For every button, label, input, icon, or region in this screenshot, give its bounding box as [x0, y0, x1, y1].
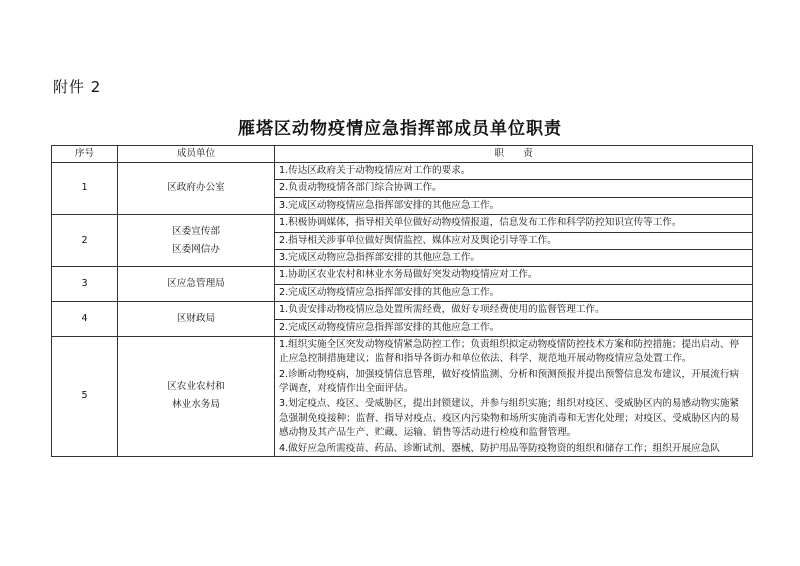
unit-name: 区农业农村和 — [167, 381, 225, 393]
duty-cell — [275, 336, 753, 456]
attachment-label: 附件 2 — [53, 78, 102, 96]
table-row — [52, 215, 753, 267]
duty-item: 3.完成区动物疫情应急指挥部安排的其他应急工作。 — [279, 199, 500, 211]
duty-item: 2.指导相关涉事单位做好舆情监控、媒体应对及舆论引导等工作。 — [275, 233, 752, 250]
duty-item: 1.组织实施全区突发动物疫情紧急防控工作；负责组织拟定动物疫情防控技术方案和防控措施；提出启动、停止应急控制措施建议；监督和指导各街办和单位依法、科学、规范地开展动物疫情应急处置工作。 — [279, 338, 740, 365]
duty-cell — [275, 302, 753, 337]
duty-item: 1.负责安排动物疫情应急处置所需经费，做好专项经费使用的监督管理工作。 — [275, 302, 752, 319]
duty-item: 2.完成区动物疫情应急指挥部安排的其他应急工作。 — [279, 321, 500, 333]
duty-item: 2.完成区动物疫情应急指挥部安排的其他应急工作。 — [279, 286, 500, 298]
member-unit — [118, 267, 275, 302]
unit-name: 区委宣传部 — [172, 225, 220, 237]
unit-name: 区应急管理局 — [167, 278, 225, 290]
duty-cell — [275, 163, 753, 215]
duty-item: 1.协助区农业农村和林业水务局做好突发动物疫情应对工作。 — [275, 267, 752, 284]
duty-item: 1.积极协调媒体，指导相关单位做好动物疫情报道，信息发布工作和科学防控知识宣传等工作。 — [275, 215, 752, 232]
duty-item: 2.诊断动物疫病，加强疫情信息管理，做好疫情监测、分析和预测预报并提出预警信息发布建议，开展流行病学调查，对疫情作出全面评估。 — [279, 368, 740, 395]
duty-cell — [275, 267, 753, 302]
row-number: 2 — [52, 215, 118, 267]
duty-item: 2.负责动物疫情各部门综合协调工作。 — [275, 180, 752, 197]
member-unit — [118, 215, 275, 267]
table-row — [52, 302, 753, 337]
duty-cell — [275, 215, 753, 267]
duty-item: 3.完成区动物应急指挥部安排的其他应急工作。 — [279, 251, 481, 263]
table-row — [52, 267, 753, 302]
duty-item: 3.划定疫点、疫区、受威胁区，提出封锁建议，并参与组织实施；组织对疫区、受威胁区内的易感动物实施紧急强制免疫接种；监督、指导对疫点、疫区内污染物和场所实施消毒和无害化处理；对疫区、受威胁区内的易感动物及其产品生产、贮藏、运输、销售等活动进行检疫和监督管理。 — [279, 398, 740, 439]
table-header-row — [52, 146, 753, 163]
unit-name: 区政府办公室 — [167, 182, 225, 194]
row-number: 5 — [52, 336, 118, 456]
duty-item: 4.做好应急所需疫苗、药品、诊断试剂、器械、防护用品等防疫物资的组织和储存工作；组织开展应急队 — [279, 442, 720, 454]
duty-item: 1.传达区政府关于动物疫情应对工作的要求。 — [275, 163, 752, 180]
row-number: 3 — [52, 267, 118, 302]
member-unit — [118, 336, 275, 456]
member-unit — [118, 163, 275, 215]
row-number: 4 — [52, 302, 118, 337]
duties-table — [51, 145, 753, 457]
unit-name: 区财政局 — [176, 312, 216, 324]
row-number: 1 — [52, 163, 118, 215]
header-serial-number: 序号 — [52, 146, 118, 163]
header-responsibilities: 职 责 — [275, 146, 753, 163]
table-row — [52, 163, 753, 215]
unit-name: 林业水务局 — [172, 399, 220, 411]
header-member-unit: 成员单位 — [118, 146, 275, 163]
member-unit — [118, 302, 275, 337]
unit-name: 区委网信办 — [172, 243, 220, 255]
table-row — [52, 336, 753, 456]
document-title: 雁塔区动物疫情应急指挥部成员单位职责 — [238, 119, 562, 139]
